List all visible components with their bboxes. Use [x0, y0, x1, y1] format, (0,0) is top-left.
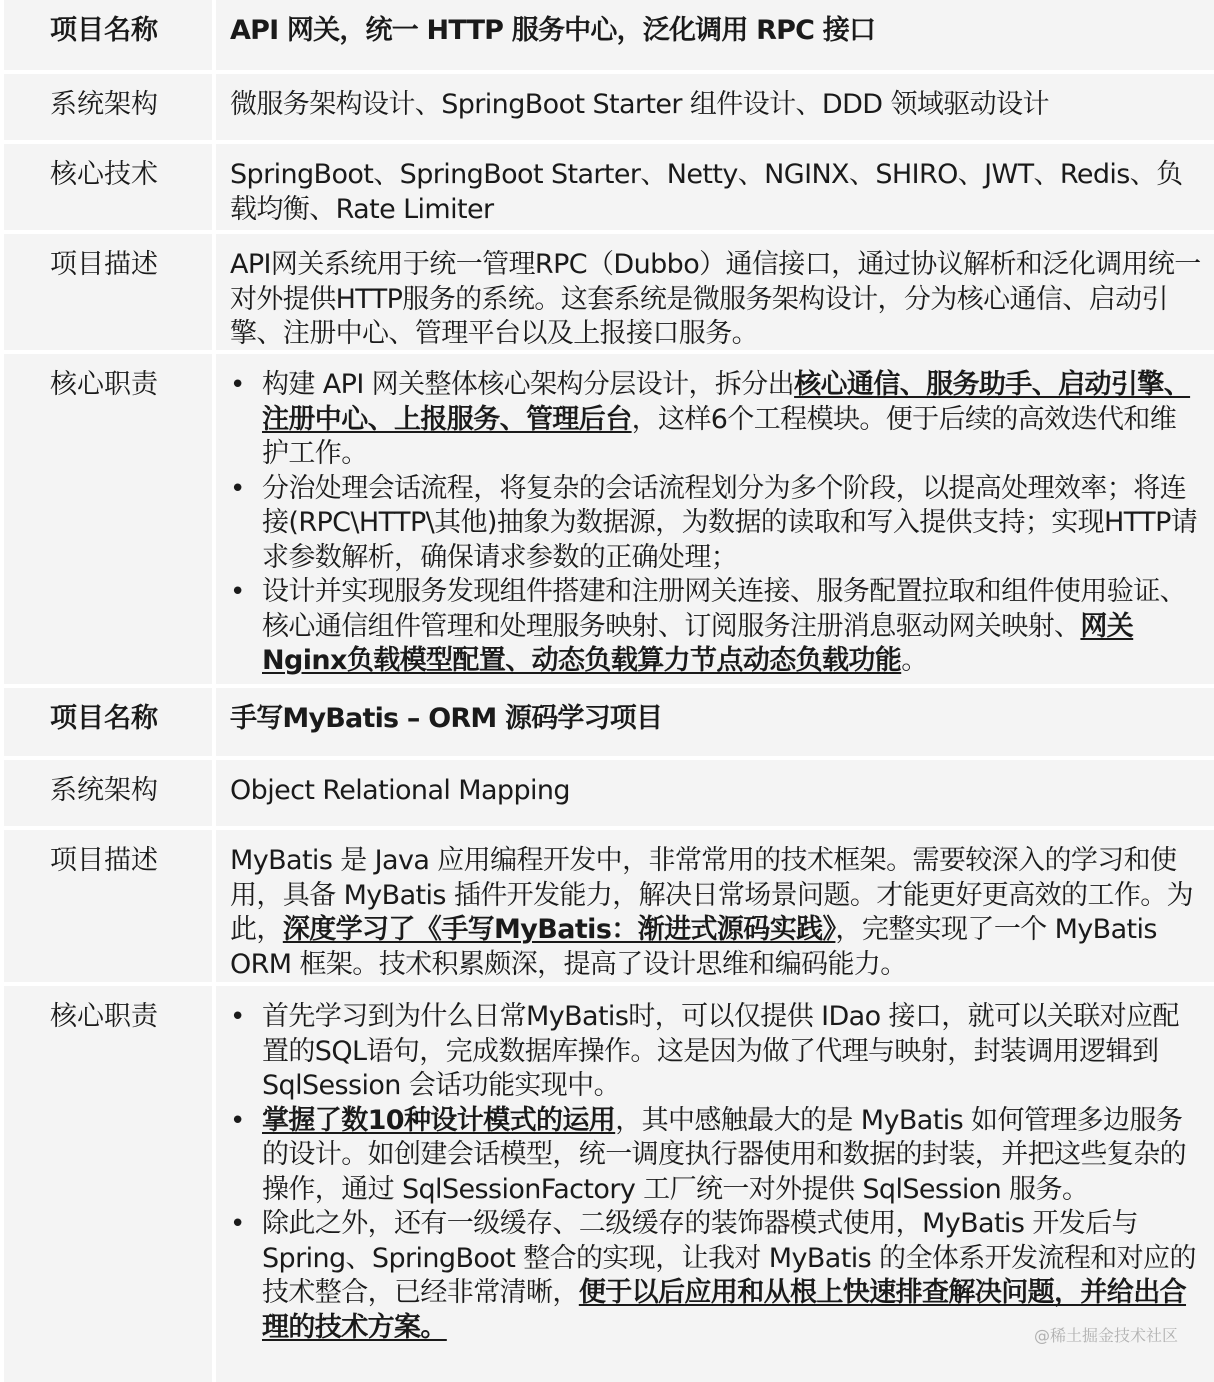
- project1-duty-list-cell: [216, 354, 1214, 684]
- project2-arch-row: [4, 760, 1214, 826]
- project2-desc-label: 项目描述: [4, 830, 212, 982]
- emphasis-text: 掌握了数10种设计模式的运用: [262, 1104, 616, 1136]
- project2-arch-label: 系统架构: [4, 760, 212, 826]
- project2-desc-row: [4, 830, 1214, 982]
- project1-name-row: [4, 0, 1214, 70]
- project1-desc-value: API网关系统用于统一管理RPC（Dubbo）通信接口，通过协议解析和泛化调用统一对外提供HTTP服务的系统。这套系统是微服务架构设计，分为核心通信、启动引擎、注册中心、管理平台以及上报接口服务。: [216, 234, 1214, 350]
- project2-duty-list: [230, 1000, 1202, 1345]
- project1-name-label: 项目名称: [4, 0, 212, 70]
- project1-desc-label: 项目描述: [4, 234, 212, 350]
- emphasis-text: 便于以后应用和从根上快速排查解决问题，并给出合理的技术方案。: [262, 1277, 1187, 1343]
- emphasis-text: 深度学习了《手写MyBatis：渐进式源码实践》: [282, 914, 836, 945]
- project1-tech-value: SpringBoot、SpringBoot Starter、Netty、NGINX、SHIRO、JWT、Redis、负载均衡、Rate Limiter: [216, 144, 1214, 230]
- duty-list-item: • 构建 API 网关整体核心架构分层设计，拆分出核心通信、服务助手、启动引擎、注册中心、上报服务、管理后台，这样6个工程模块。便于后续的高效迭代和维护工作。: [230, 368, 1202, 472]
- project2-name-label: 项目名称: [4, 688, 212, 756]
- duty-list-item: • 分治处理会话流程，将复杂的会话流程划分为多个阶段，以提高处理效率；将连接(RPC\HTTP\其他)抽象为数据源，为数据的读取和写入提供支持；实现HTTP请求参数解析，确保请求参数的正确处理；: [230, 472, 1202, 576]
- project2-name-row: [4, 688, 1214, 756]
- project1-name-value: API 网关，统一 HTTP 服务中心，泛化调用 RPC 接口: [216, 0, 1214, 70]
- project1-tech-label: 核心技术: [4, 144, 212, 230]
- duty-list-item: • 设计并实现服务发现组件搭建和注册网关连接、服务配置拉取和组件使用验证、核心通信组件管理和处理服务映射、订阅服务注册消息驱动网关映射、网关Nginx负载模型配置、动态负载算力节点动态负载功能。: [230, 575, 1202, 679]
- project1-arch-row: [4, 74, 1214, 140]
- duty-list-item: • 除此之外，还有一级缓存、二级缓存的装饰器模式使用，MyBatis 开发后与 Spring、SpringBoot 整合的实现，让我对 MyBatis 的全体系开发流程和对应的技术整合，已经非常清晰，便于以后应用和从根上快速排查解决问题，并给出合理的技术方案。: [230, 1207, 1202, 1345]
- project1-arch-label: 系统架构: [4, 74, 212, 140]
- project1-duty-row: [4, 354, 1214, 684]
- project1-desc-row: [4, 234, 1214, 350]
- project2-duty-label: 核心职责: [4, 986, 212, 1382]
- project1-tech-row: [4, 144, 1214, 230]
- duty-list-item: • 掌握了数10种设计模式的运用，其中感触最大的是 MyBatis 如何管理多边服务的设计。如创建会话模型，统一调度执行器使用和数据的封装，并把这些复杂的操作，通过 SqlSessionFactory 工厂统一对外提供 SqlSession 服务。: [230, 1104, 1202, 1208]
- duty-list-item: • 首先学习到为什么日常MyBatis时，可以仅提供 IDao 接口，就可以关联对应配置的SQL语句，完成数据库操作。这是因为做了代理与映射，封装调用逻辑到 SqlSession 会话功能实现中。: [230, 1000, 1202, 1104]
- emphasis-text: 核心通信、服务助手、启动引擎、注册中心、上报服务、管理后台: [262, 369, 1191, 435]
- project2-desc-value: MyBatis 是 Java 应用编程开发中，非常常用的技术框架。需要较深入的学习和使用，具备 MyBatis 插件开发能力，解决日常场景问题。才能更好更高效的工作。为此，深度学习了《手写MyBatis：渐进式源码实践》，完整实现了一个 MyBatis ORM 框架。技术积累颇深，提高了设计思维和编码能力。: [216, 830, 1214, 982]
- emphasis-text: 网关Nginx负载模型配置、动态负载算力节点动态负载功能: [262, 610, 1134, 676]
- project2-name-value: 手写MyBatis – ORM 源码学习项目: [216, 688, 1214, 756]
- project1-duty-list: [230, 368, 1202, 679]
- project2-duty-row: [4, 986, 1214, 1382]
- project2-arch-value: Object Relational Mapping: [216, 760, 1214, 826]
- project1-duty-label: 核心职责: [4, 354, 212, 684]
- project1-arch-value: 微服务架构设计、SpringBoot Starter 组件设计、DDD 领域驱动设计: [216, 74, 1214, 140]
- watermark: @稀土掘金技术社区: [1033, 1326, 1178, 1345]
